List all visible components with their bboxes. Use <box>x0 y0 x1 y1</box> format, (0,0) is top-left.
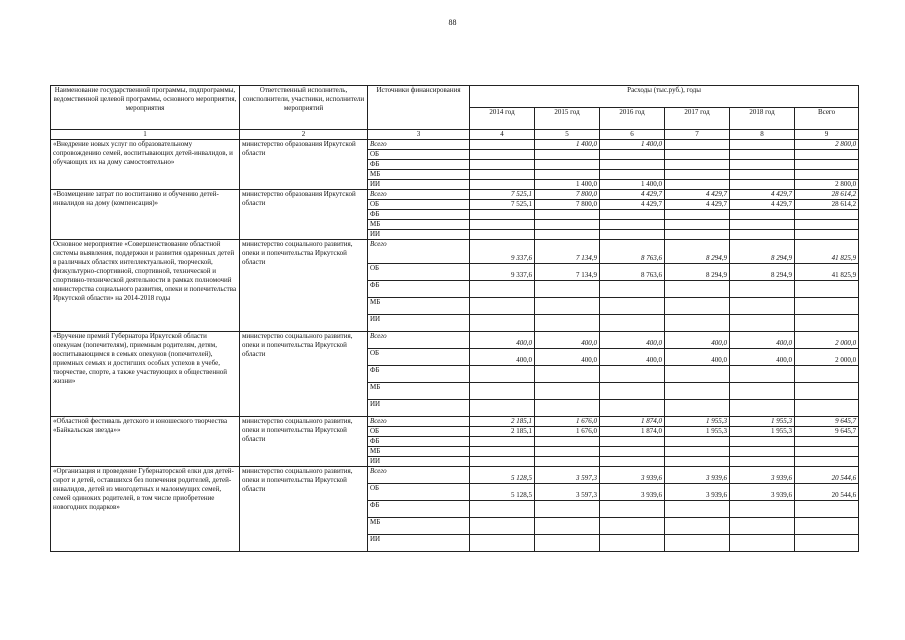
header-sources: Источники финансирования <box>368 86 470 130</box>
year-value <box>470 315 535 332</box>
year-value <box>470 535 535 552</box>
year-value <box>730 140 795 150</box>
column-number: 5 <box>535 130 600 140</box>
year-value: 1 676,0 <box>535 427 600 437</box>
year-value: 3 939,6 <box>600 484 665 501</box>
total-value <box>795 447 859 457</box>
total-value <box>795 535 859 552</box>
funding-source: Всего <box>368 332 470 349</box>
year-value <box>730 220 795 230</box>
year-value <box>600 383 665 400</box>
total-value: 28 614,2 <box>795 200 859 210</box>
year-value: 3 939,6 <box>665 484 730 501</box>
year-value: 1 955,3 <box>730 417 795 427</box>
table-row <box>51 190 859 200</box>
funding-source: ИИ <box>368 535 470 552</box>
year-value <box>600 150 665 160</box>
year-value: 9 337,6 <box>470 264 535 281</box>
year-value <box>665 437 730 447</box>
total-value <box>795 518 859 535</box>
year-value: 7 525,1 <box>470 190 535 200</box>
year-value <box>665 160 730 170</box>
header-expenses: Расходы (тыс.руб.), годы <box>470 86 859 108</box>
measure-name: «Возмещение затрат по воспитанию и обучению детей-инвалидов на дому (компенсация)» <box>51 190 240 240</box>
year-value <box>665 210 730 220</box>
header-total: Всего <box>795 108 859 130</box>
year-value: 1 400,0 <box>535 140 600 150</box>
responsible-executor: министерство образования Иркутской области <box>240 140 368 190</box>
year-value <box>535 315 600 332</box>
year-value <box>730 230 795 240</box>
year-value: 400,0 <box>600 332 665 349</box>
year-value: 400,0 <box>535 349 600 366</box>
year-value: 8 294,9 <box>730 240 795 264</box>
table-row <box>51 140 859 150</box>
total-value <box>795 220 859 230</box>
year-value <box>730 210 795 220</box>
total-value <box>795 150 859 160</box>
total-value <box>795 400 859 417</box>
year-value <box>730 535 795 552</box>
funding-source: ИИ <box>368 400 470 417</box>
year-value <box>730 160 795 170</box>
responsible-executor: министерство социального развития, опеки и попечительства Иркутской области <box>240 332 368 417</box>
column-number: 1 <box>51 130 240 140</box>
year-value <box>730 437 795 447</box>
responsible-executor: министерство социального развития, опеки и попечительства Иркутской области <box>240 417 368 467</box>
year-value <box>535 160 600 170</box>
year-value <box>665 180 730 190</box>
year-value: 7 800,0 <box>535 190 600 200</box>
year-value <box>535 298 600 315</box>
year-value: 400,0 <box>665 349 730 366</box>
year-value: 400,0 <box>470 332 535 349</box>
year-value <box>600 535 665 552</box>
header-responsible: Ответственный исполнитель, соисполнители, участники, исполнители мероприятий <box>240 86 368 130</box>
year-value <box>535 281 600 298</box>
funding-source: ОБ <box>368 200 470 210</box>
funding-source: ИИ <box>368 230 470 240</box>
funding-source: ОБ <box>368 484 470 501</box>
year-value <box>535 210 600 220</box>
year-value <box>535 447 600 457</box>
funding-source: ФБ <box>368 281 470 298</box>
year-value <box>470 281 535 298</box>
year-value: 400,0 <box>600 349 665 366</box>
total-value: 9 645,7 <box>795 417 859 427</box>
funding-source: Всего <box>368 467 470 484</box>
year-value: 400,0 <box>470 349 535 366</box>
year-value: 1 874,0 <box>600 427 665 437</box>
year-value <box>665 140 730 150</box>
funding-source: ИИ <box>368 180 470 190</box>
year-value: 2 185,1 <box>470 417 535 427</box>
year-value <box>730 315 795 332</box>
year-value <box>470 383 535 400</box>
year-value <box>730 447 795 457</box>
measure-name: «Областной фестиваль детского и юношеского творчества «Байкальская звезда»» <box>51 417 240 467</box>
year-value: 1 400,0 <box>535 180 600 190</box>
funding-source: МБ <box>368 170 470 180</box>
table-row <box>51 240 859 264</box>
table-body <box>51 140 859 552</box>
year-value: 3 939,6 <box>665 467 730 484</box>
table-row <box>51 332 859 349</box>
funding-source: Всего <box>368 240 470 264</box>
year-value: 4 429,7 <box>665 200 730 210</box>
year-value <box>665 170 730 180</box>
year-value: 4 429,7 <box>730 200 795 210</box>
year-value <box>535 366 600 383</box>
year-value <box>730 400 795 417</box>
year-value: 7 134,9 <box>535 240 600 264</box>
year-value <box>665 315 730 332</box>
year-value: 4 429,7 <box>730 190 795 200</box>
measure-name: «Внедрение новых услуг по образовательному сопровождению семей, воспитывающих детей-инвалидов, и обучающих их на дому самостоятельно» <box>51 140 240 190</box>
year-value: 8 294,9 <box>665 264 730 281</box>
year-value <box>600 518 665 535</box>
year-value: 8 763,6 <box>600 240 665 264</box>
funding-source: МБ <box>368 447 470 457</box>
year-value <box>535 501 600 518</box>
header-year: 2016 год <box>600 108 665 130</box>
year-value <box>470 366 535 383</box>
funding-source: МБ <box>368 518 470 535</box>
year-value <box>600 457 665 467</box>
column-number: 2 <box>240 130 368 140</box>
year-value: 3 939,6 <box>730 484 795 501</box>
total-value <box>795 366 859 383</box>
year-value <box>730 383 795 400</box>
total-value: 41 825,9 <box>795 264 859 281</box>
measure-name: Основное мероприятие «Совершенствование областной системы выявления, поддержки и развития одаренных детей в различных областях интеллектуальной, творческой, физкультурно-спортивной, спортивной, технической и спортивно-технической деятельности в рамках полномочий министерства социального развития, опеки и попечительства Иркутской области» на 2014-2018 годы <box>51 240 240 332</box>
total-value: 2 800,0 <box>795 140 859 150</box>
funding-source: Всего <box>368 140 470 150</box>
year-value: 1 400,0 <box>600 140 665 150</box>
year-value <box>665 447 730 457</box>
total-value: 20 544,6 <box>795 484 859 501</box>
year-value: 400,0 <box>730 332 795 349</box>
year-value: 400,0 <box>665 332 730 349</box>
measure-name: «Вручение премий Губернатора Иркутской области опекунам (попечителям), приемным родителям, детям, воспитывающимся в семьях опекунов (попечителей), приемных семьях и достигших особых успехов в учебе, творчестве, спорте, а также участвующих в общественной жизни» <box>51 332 240 417</box>
year-value <box>535 437 600 447</box>
year-value <box>665 457 730 467</box>
column-number: 8 <box>730 130 795 140</box>
year-value <box>730 170 795 180</box>
year-value <box>600 315 665 332</box>
year-value: 7 800,0 <box>535 200 600 210</box>
funding-source: ИИ <box>368 315 470 332</box>
year-value <box>470 160 535 170</box>
year-value <box>665 220 730 230</box>
total-value: 41 825,9 <box>795 240 859 264</box>
total-value <box>795 501 859 518</box>
year-value <box>600 281 665 298</box>
budget-table <box>50 85 859 552</box>
year-value <box>600 437 665 447</box>
year-value <box>665 501 730 518</box>
year-value: 8 294,9 <box>665 240 730 264</box>
funding-source: ИИ <box>368 457 470 467</box>
header-name: Наименование государственной программы, подпрограммы, ведомственной целевой программы, основного мероприятия, мероприятия <box>51 86 240 130</box>
year-value <box>535 535 600 552</box>
funding-source: ФБ <box>368 501 470 518</box>
year-value: 1 874,0 <box>600 417 665 427</box>
total-value: 2 000,0 <box>795 332 859 349</box>
year-value: 1 955,3 <box>665 427 730 437</box>
year-value <box>600 230 665 240</box>
year-value: 4 429,7 <box>600 200 665 210</box>
year-value <box>535 400 600 417</box>
year-value <box>600 298 665 315</box>
funding-source: ОБ <box>368 264 470 281</box>
total-value <box>795 457 859 467</box>
page-number: 88 <box>448 18 457 27</box>
year-value <box>730 518 795 535</box>
year-value <box>600 210 665 220</box>
year-value <box>535 230 600 240</box>
year-value <box>470 230 535 240</box>
total-value: 20 544,6 <box>795 467 859 484</box>
year-value: 3 597,3 <box>535 484 600 501</box>
year-value <box>730 366 795 383</box>
year-value <box>665 230 730 240</box>
total-value: 28 614,2 <box>795 190 859 200</box>
header-year: 2015 год <box>535 108 600 130</box>
year-value <box>470 447 535 457</box>
funding-source: МБ <box>368 383 470 400</box>
year-value <box>470 150 535 160</box>
header-year: 2017 год <box>665 108 730 130</box>
column-number: 3 <box>368 130 470 140</box>
year-value: 8 763,6 <box>600 264 665 281</box>
year-value <box>730 501 795 518</box>
year-value: 400,0 <box>535 332 600 349</box>
year-value <box>600 447 665 457</box>
year-value: 3 597,3 <box>535 467 600 484</box>
year-value: 5 128,5 <box>470 467 535 484</box>
funding-source: Всего <box>368 190 470 200</box>
year-value <box>600 366 665 383</box>
total-value <box>795 281 859 298</box>
funding-source: ОБ <box>368 427 470 437</box>
funding-source: ОБ <box>368 349 470 366</box>
header-year: 2014 год <box>470 108 535 130</box>
year-value: 5 128,5 <box>470 484 535 501</box>
year-value <box>535 383 600 400</box>
funding-source: ФБ <box>368 210 470 220</box>
year-value <box>470 170 535 180</box>
year-value: 1 955,3 <box>665 417 730 427</box>
year-value: 1 676,0 <box>535 417 600 427</box>
year-value: 4 429,7 <box>665 190 730 200</box>
total-value: 2 000,0 <box>795 349 859 366</box>
table-row <box>51 417 859 427</box>
year-value <box>470 457 535 467</box>
year-value <box>470 220 535 230</box>
year-value: 9 337,6 <box>470 240 535 264</box>
year-value <box>730 150 795 160</box>
year-value <box>470 437 535 447</box>
year-value <box>600 400 665 417</box>
year-value <box>535 220 600 230</box>
year-value <box>665 400 730 417</box>
year-value <box>470 180 535 190</box>
total-value <box>795 210 859 220</box>
year-value <box>730 298 795 315</box>
year-value <box>600 170 665 180</box>
total-value <box>795 170 859 180</box>
year-value <box>470 140 535 150</box>
year-value <box>665 535 730 552</box>
year-value: 8 294,9 <box>730 264 795 281</box>
total-value <box>795 160 859 170</box>
table-row <box>51 467 859 484</box>
year-value <box>600 501 665 518</box>
funding-source: ФБ <box>368 160 470 170</box>
year-value <box>730 457 795 467</box>
total-value <box>795 383 859 400</box>
responsible-executor: министерство образования Иркутской области <box>240 190 368 240</box>
year-value <box>730 180 795 190</box>
column-number: 7 <box>665 130 730 140</box>
responsible-executor: министерство социального развития, опеки и попечительства Иркутской области <box>240 467 368 552</box>
year-value: 7 134,9 <box>535 264 600 281</box>
total-value <box>795 298 859 315</box>
funding-source: ФБ <box>368 366 470 383</box>
year-value <box>665 518 730 535</box>
year-value <box>665 383 730 400</box>
column-number: 4 <box>470 130 535 140</box>
year-value: 2 185,1 <box>470 427 535 437</box>
funding-source: Всего <box>368 417 470 427</box>
year-value <box>535 150 600 160</box>
year-value <box>470 501 535 518</box>
total-value: 9 645,7 <box>795 427 859 437</box>
funding-source: ОБ <box>368 150 470 160</box>
column-number: 9 <box>795 130 859 140</box>
year-value: 400,0 <box>730 349 795 366</box>
year-value <box>470 400 535 417</box>
column-number: 6 <box>600 130 665 140</box>
year-value <box>600 160 665 170</box>
measure-name: «Организация и проведение Губернаторской елки для детей-сирот и детей, оставшихся без попечения родителей, детей-инвалидов, детей из многодетных и малоимущих семей, семей одиноких родителей, в том числе приобретение новогодних подарков» <box>51 467 240 552</box>
year-value <box>535 457 600 467</box>
total-value: 2 800,0 <box>795 180 859 190</box>
year-value <box>470 298 535 315</box>
year-value: 7 525,1 <box>470 200 535 210</box>
funding-source: МБ <box>368 298 470 315</box>
year-value: 1 955,3 <box>730 427 795 437</box>
funding-source: МБ <box>368 220 470 230</box>
year-value: 3 939,6 <box>600 467 665 484</box>
year-value <box>665 281 730 298</box>
year-value: 3 939,6 <box>730 467 795 484</box>
responsible-executor: министерство социального развития, опеки и попечительства Иркутской области <box>240 240 368 332</box>
total-value <box>795 315 859 332</box>
year-value <box>535 170 600 180</box>
total-value <box>795 230 859 240</box>
year-value <box>535 518 600 535</box>
year-value <box>665 298 730 315</box>
year-value: 1 400,0 <box>600 180 665 190</box>
header-year: 2018 год <box>730 108 795 130</box>
year-value <box>470 518 535 535</box>
year-value <box>665 366 730 383</box>
year-value: 4 429,7 <box>600 190 665 200</box>
year-value <box>600 220 665 230</box>
year-value <box>730 281 795 298</box>
year-value <box>665 150 730 160</box>
year-value <box>470 210 535 220</box>
total-value <box>795 437 859 447</box>
funding-source: ФБ <box>368 437 470 447</box>
